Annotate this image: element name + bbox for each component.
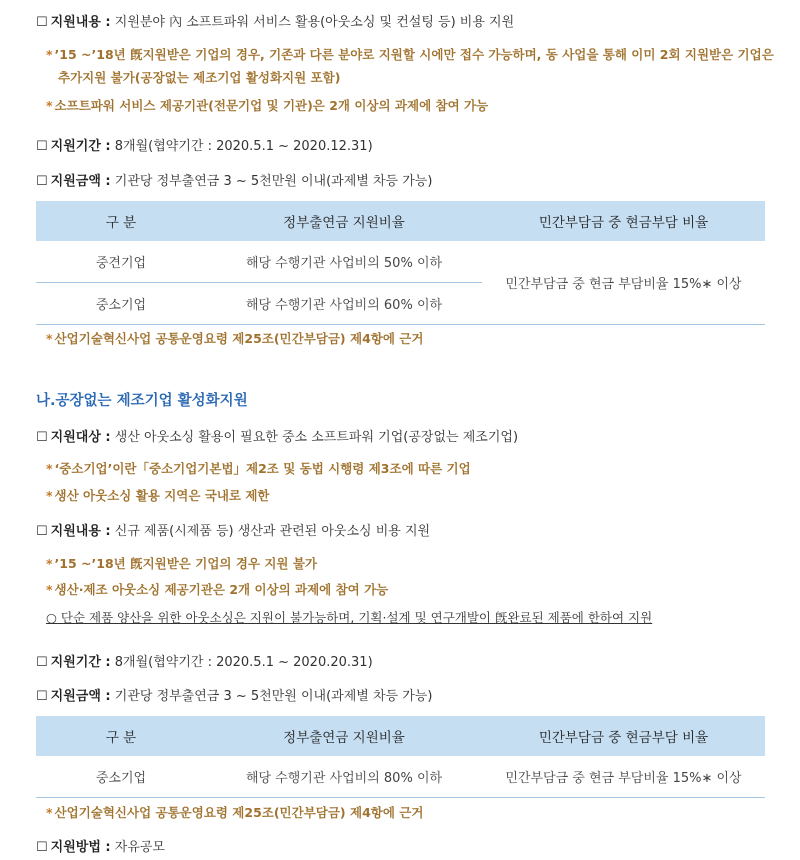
checkbox-icon: ☐ [36,430,48,445]
support-content-label: 지원내용 : [50,524,111,539]
table-header: 구 분 [36,716,206,756]
note-text: 생산 아웃소싱 활용 지역은 국내로 제한 [54,488,270,503]
support-period-label: 지원기간 : [50,139,111,154]
checkbox-icon: ☐ [36,139,48,154]
support-period-label: 지원기간 : [50,655,111,670]
note-text: 산업기술혁신사업 공통운영요령 제25조(민간부담금) 제4항에 근거 [54,331,424,346]
note-text: ’15 ~’18년 旣지원받은 기업의 경우 지원 불가 [54,556,317,571]
table-cell: 중소기업 [36,283,206,325]
support-content-text: 신규 제품(시제품 등) 생산과 관련된 아웃소싱 비용 지원 [110,524,431,539]
asterisk-icon: * [46,331,53,346]
table-header: 정부출연금 지원비율 [206,716,482,756]
table-cell: 해당 수행기관 사업비의 60% 이하 [206,283,482,325]
checkbox-icon: ☐ [36,689,48,704]
asterisk-icon: * [46,582,53,597]
support-amount-item-2 [36,685,432,704]
table-cell: 민간부담금 중 현금 부담비율 15%∗ 이상 [482,756,765,798]
table-cell: 해당 수행기관 사업비의 80% 이하 [206,756,482,798]
support-amount-item [36,170,432,189]
table-header: 정부출연금 지원비율 [206,201,482,241]
ratio-table-2 [36,716,765,798]
note-text: ‘중소기업’이란「중소기업기본법」제2조 및 동법 시행령 제3조에 따른 기업 [54,461,471,476]
asterisk-icon: * [46,488,53,503]
note-text: ’15 ~’18년 旣지원받은 기업의 경우, 기존과 다른 분야로 지원할 시에만 접수 가능하며, 동 사업을 통해 이미 2회 지원받은 기업은 [54,47,774,62]
section-title: 나.공장없는 제조기업 활성화지원 [36,393,248,409]
support-target-text: 생산 아웃소싱 활용이 필요한 중소 소프트파워 기업(공장없는 제조기업) [110,430,519,445]
table-note-1 [46,329,423,347]
table-note-2 [46,803,423,821]
table-cell: 중견기업 [36,241,206,283]
asterisk-icon: * [46,805,53,820]
support-method-label: 지원방법 : [50,840,111,855]
asterisk-icon: * [46,47,53,62]
note-provider-2 [46,580,388,598]
support-amount-label: 지원금액 : [50,689,111,704]
note-reapply-cont: 추가지원 불가(공장없는 제조기업 활성화지원 포함) [58,70,341,85]
ratio-table-1 [36,201,765,325]
support-content-item [36,11,514,30]
support-content-label: 지원내용 : [50,15,111,30]
support-amount-label: 지원금액 : [50,174,111,189]
note-region [46,486,270,504]
asterisk-icon: * [46,461,53,476]
support-target-item [36,426,518,445]
checkbox-icon: ☐ [36,655,48,670]
table-cell: 해당 수행기관 사업비의 50% 이하 [206,241,482,283]
support-content-item-2 [36,520,430,539]
note-reapply-2 [46,554,317,572]
note-provider [46,96,488,114]
table-cell: 중소기업 [36,756,206,798]
support-amount-text: 기관당 정부출연금 3 ~ 5천만원 이내(과제별 차등 가능) [110,689,433,704]
checkbox-icon: ☐ [36,524,48,539]
support-content-text: 지원분야 內 소프트파워 서비스 활용(아웃소싱 및 컨설팅 등) 비용 지원 [110,15,515,30]
support-amount-text: 기관당 정부출연금 3 ~ 5천만원 이내(과제별 차등 가능) [110,174,433,189]
table-header: 민간부담금 중 현금부담 비율 [482,716,765,756]
support-target-label: 지원대상 : [50,430,111,445]
table-cell-merged: 민간부담금 중 현금 부담비율 15%∗ 이상 [482,241,765,325]
note-text: 산업기술혁신사업 공통운영요령 제25조(민간부담금) 제4항에 근거 [54,805,424,820]
table-row [36,756,765,798]
support-period-text: 8개월(협약기간 : 2020.5.1 ~ 2020.12.31) [110,139,373,154]
support-period-item-2 [36,651,373,670]
support-period-text: 8개월(협약기간 : 2020.5.1 ~ 2020.20.31) [110,655,373,670]
note-reapply [46,45,774,63]
support-method-item [36,836,165,855]
table-header-row [36,201,765,241]
table-header-row [36,716,765,756]
checkbox-icon: ☐ [36,174,48,189]
checkbox-icon: ☐ [36,15,48,30]
note-text: 소프트파워 서비스 제공기관(전문기업 및 기관)은 2개 이상의 과제에 참여 가능 [54,98,489,113]
support-method-text: 자유공모 [110,840,165,855]
support-period-item [36,135,373,154]
table-header: 민간부담금 중 현금부담 비율 [482,201,765,241]
asterisk-icon: * [46,556,53,571]
asterisk-icon: * [46,98,53,113]
table-header: 구 분 [36,201,206,241]
note-sme-definition [46,459,471,477]
table-row [36,241,765,283]
note-mass-production: ○ 단순 제품 양산을 위한 아웃소싱은 지원이 불가능하며, 기획·설계 및 연구개발이 旣완료된 제품에 한하여 지원 [46,610,653,625]
checkbox-icon: ☐ [36,840,48,855]
note-text: 생산·제조 아웃소싱 제공기관은 2개 이상의 과제에 참여 가능 [54,582,389,597]
